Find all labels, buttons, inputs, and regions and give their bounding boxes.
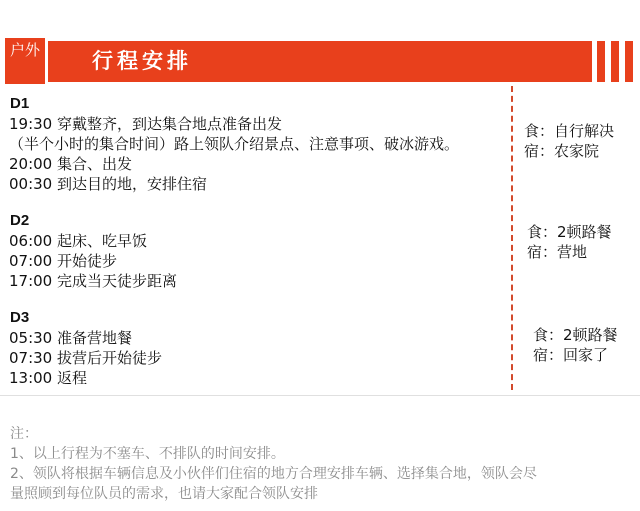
schedule-line: 20:00 集合、出发 xyxy=(9,155,132,173)
meal-info-d3: 食：2顿路餐 xyxy=(533,326,618,344)
schedule-line: 19:30 穿戴整齐，到达集合地点准备出发 xyxy=(9,115,282,133)
lodging-info-d1: 宿：农家院 xyxy=(524,142,600,160)
day-label-d1: D1 xyxy=(10,95,30,112)
section-divider xyxy=(0,395,640,396)
day-label-d2: D2 xyxy=(10,212,30,229)
schedule-line: 17:00 完成当天徒步距离 xyxy=(9,272,177,290)
notes-section xyxy=(10,424,635,504)
notes-heading: 注： xyxy=(10,426,38,442)
schedule-line: 13:00 返程 xyxy=(9,369,87,387)
schedule-line: 07:00 开始徒步 xyxy=(9,252,117,270)
schedule-line: 06:00 起床、吃早饭 xyxy=(9,232,147,250)
meal-info-d2: 食：2顿路餐 xyxy=(527,223,612,241)
day-label-d3: D3 xyxy=(10,309,30,326)
meal-info-d1: 食：自行解决 xyxy=(524,122,615,140)
banner-stripe xyxy=(625,41,633,82)
schedule-line: 05:30 准备营地餐 xyxy=(9,329,132,347)
logo-text: 户外 xyxy=(9,41,40,59)
note-item: 2、领队将根据车辆信息及小伙伴们住宿的地方合理安排车辆、选择集合地，领队会尽 xyxy=(10,466,537,482)
schedule-line: 00:30 到达目的地，安排住宿 xyxy=(9,175,207,193)
page-title: 行程安排 xyxy=(92,49,192,73)
schedule-line: （半个小时的集合时间）路上领队介绍景点、注意事项、破冰游戏。 xyxy=(9,135,460,153)
column-divider xyxy=(511,86,513,390)
brand-logo xyxy=(5,38,45,84)
lodging-info-d3: 宿：回家了 xyxy=(533,346,609,364)
note-item: 量照顾到每位队员的需求，也请大家配合领队安排 xyxy=(10,486,318,502)
banner-stripe xyxy=(611,41,619,82)
lodging-info-d2: 宿：营地 xyxy=(527,243,588,261)
banner-stripe xyxy=(597,41,605,82)
note-item: 1、以上行程为不塞车、不排队的时间安排。 xyxy=(10,446,285,462)
schedule-line: 07:30 拔营后开始徒步 xyxy=(9,349,162,367)
